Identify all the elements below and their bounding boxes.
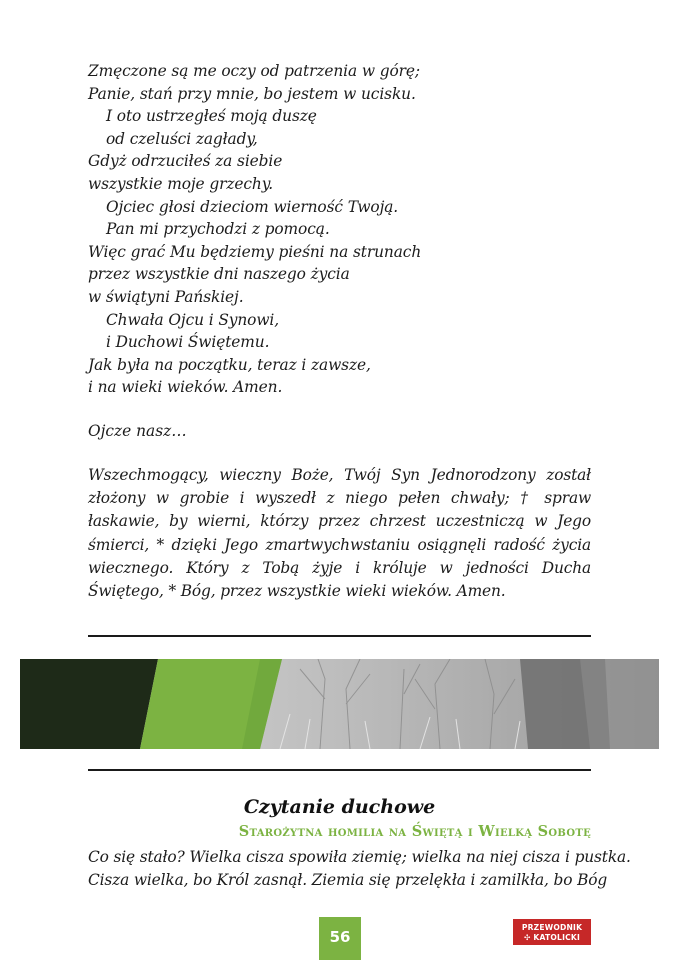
psalm-line: wszystkie moje grzechy. — [88, 174, 274, 193]
page-number: 56 — [319, 917, 361, 960]
logo-line-2: ✣ KATOLICKI — [524, 933, 580, 942]
psalm-line: I oto ustrzegłeś moją duszę — [106, 107, 317, 126]
section-subtitle: Starożytna homilia na Świętą i Wielką Sobotę — [238, 823, 591, 840]
psalm-line: Więc grać Mu będziemy pieśni na strunach — [88, 242, 422, 261]
psalm-line: od czeluści zagłady, — [106, 129, 258, 148]
section-title: Czytanie duchowe — [243, 796, 436, 818]
homily-text — [88, 846, 631, 892]
psalm-line: Gdyż odrzuciłeś za siebie — [88, 152, 283, 171]
psalm-line: i Duchowi Świętemu. — [106, 333, 270, 352]
psalm-line: Ojciec głosi dzieciom wierność Twoją. — [106, 197, 399, 216]
logo-line-1: PRZEWODNIK — [521, 923, 583, 932]
pater-noster: Ojcze nasz… — [88, 422, 187, 440]
forest-banner-image — [20, 659, 659, 749]
decorative-banner — [20, 659, 659, 749]
psalm-line: w świątyni Pańskiej. — [88, 287, 244, 306]
homily-line: Cisza wielka, bo Król zasnął. Ziemia się przelękła i zamilkła, bo Bóg — [88, 871, 608, 889]
divider-bottom — [88, 769, 591, 771]
psalm-line: przez wszystkie dni naszego życia — [88, 265, 350, 284]
psalm-line: Chwała Ojcu i Synowi, — [106, 310, 280, 329]
collect-prayer: Wszechmogący, wieczny Boże, Twój Syn Jednorodzony został złożony w grobie i wyszedł z niego pełen chwały; † spraw łaskawie, by wierni, którzy przez chrzest uczestniczą w Jego śmierci, * dzięki Jego zmartwychwstaniu osiągnęli radość życia wiecznego. Który z Tobą żyje i króluje w jedności Ducha Świętego, * Bóg, przez wszystkie wieki wieków. Amen. — [88, 466, 591, 601]
homily-line: Co się stało? Wielka cisza spowiła ziemię; wielka na niej cisza i pustka. — [88, 848, 631, 866]
psalm-line: Jak była na początku, teraz i zawsze, — [88, 355, 371, 374]
psalm-text — [88, 60, 608, 399]
divider-top — [88, 635, 591, 637]
psalm-line: i na wieki wieków. Amen. — [88, 378, 283, 397]
psalm-line: Panie, stań przy mnie, bo jestem w ucisku. — [88, 84, 416, 103]
psalm-line: Pan mi przychodzi z pomocą. — [106, 220, 330, 239]
psalm-line: Zmęczone są me oczy od patrzenia w górę; — [88, 62, 420, 80]
publisher-logo — [513, 919, 591, 945]
